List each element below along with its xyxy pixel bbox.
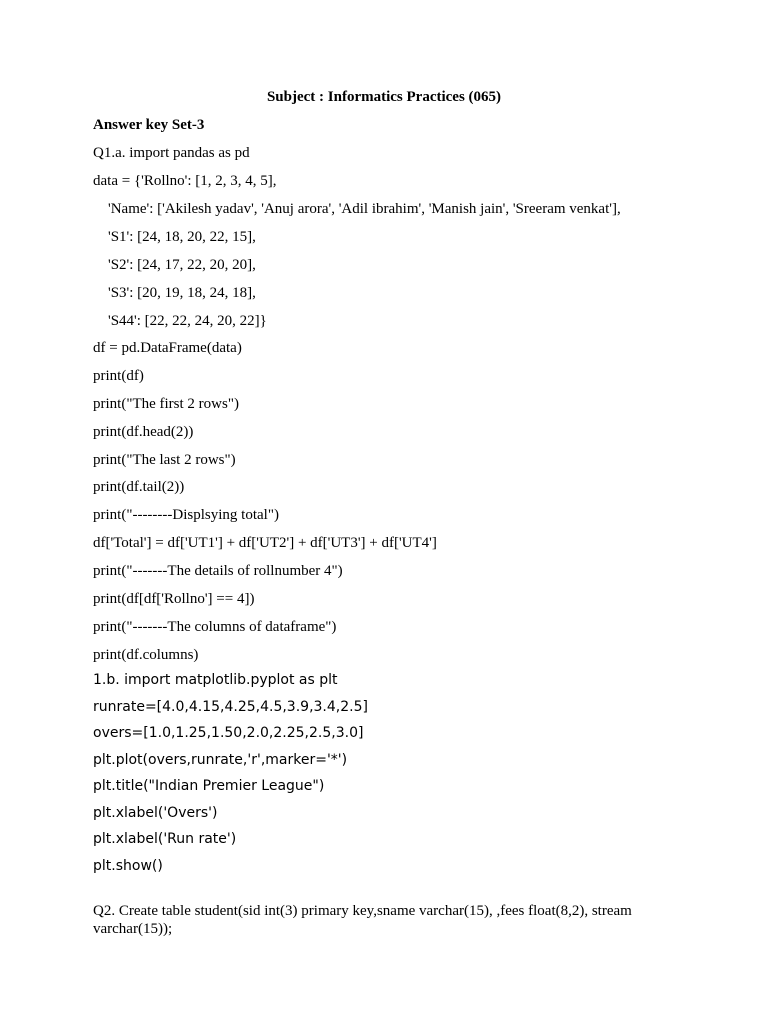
code-line: 'Name': ['Akilesh yadav', 'Anuj arora', 'Adil ibrahim', 'Manish jain', 'Sreeram venkat'], (108, 201, 621, 217)
code-line: print("The last 2 rows") (93, 452, 236, 468)
code-line: print("The first 2 rows") (93, 396, 239, 412)
question-2-text: Q2. Create table student(sid int(3) primary key,sname varchar(15), ,fees float(8,2), stream varchar(15)); (93, 903, 632, 937)
code-line: Q1.a. import pandas as pd (93, 145, 250, 161)
code-line: print(df.head(2)) (93, 424, 194, 440)
code-line: df['Total'] = df['UT1'] + df['UT2'] + df['UT3'] + df['UT4'] (93, 535, 437, 551)
code-line: 'S44': [22, 22, 24, 20, 22]} (108, 313, 267, 329)
code-line: print(df.columns) (93, 647, 199, 663)
page-title: Subject : Informatics Practices (065) (266, 89, 502, 105)
code-line: print(df.tail(2)) (93, 479, 185, 495)
code-line: plt.plot(overs,runrate,'r',marker='*') (93, 752, 348, 768)
code-line: df = pd.DataFrame(data) (93, 340, 242, 356)
code-line: 'S2': [24, 17, 22, 20, 20], (108, 257, 256, 273)
code-line: 'S3': [20, 19, 18, 24, 18], (108, 285, 256, 301)
code-line: plt.title("Indian Premier League") (93, 778, 325, 794)
code-line: plt.show() (93, 858, 163, 874)
code-line: print(df) (93, 368, 144, 384)
code-line: plt.xlabel('Run rate') (93, 831, 237, 847)
code-line: 'S1': [24, 18, 20, 22, 15], (108, 229, 256, 245)
answer-key-heading: Answer key Set-3 (93, 117, 205, 133)
code-line: print("-------The columns of dataframe") (93, 619, 337, 635)
code-line: plt.xlabel('Overs') (93, 805, 218, 821)
code-line: data = {'Rollno': [1, 2, 3, 4, 5], (93, 173, 277, 189)
code-line: overs=[1.0,1.25,1.50,2.0,2.25,2.5,3.0] (93, 725, 364, 741)
code-line: print("-------The details of rollnumber 4") (93, 563, 343, 579)
code-line: print("--------Displsying total") (93, 507, 279, 523)
code-line: print(df[df['Rollno'] == 4]) (93, 591, 255, 607)
code-line: 1.b. import matplotlib.pyplot as plt (93, 672, 338, 688)
code-line: runrate=[4.0,4.15,4.25,4.5,3.9,3.4,2.5] (93, 699, 368, 715)
